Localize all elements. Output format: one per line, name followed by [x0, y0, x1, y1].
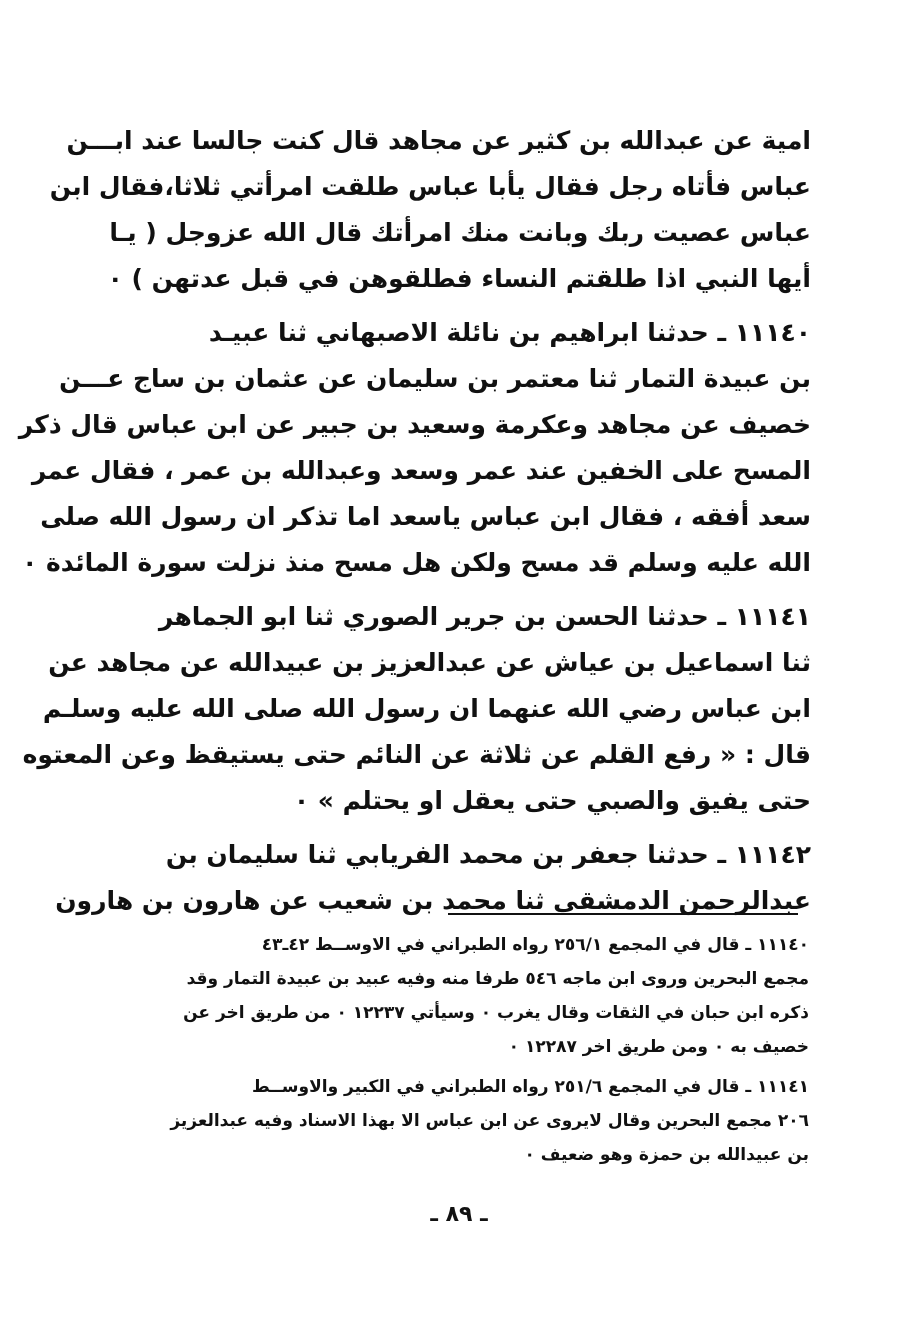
text-line: ابن عباس رضي الله عنهما ان رسول الله صلى الله عليه وسلـم	[42, 694, 811, 723]
hadith-11140	[18, 310, 811, 586]
paragraph-continuation	[49, 118, 811, 302]
text-line: قال : « رفع القلم عن ثلاثة عن النائم حتى يستيقظ وعن المعتوه	[22, 740, 811, 769]
hadith-11142	[55, 832, 811, 924]
text-line: حتى يفيق والصبي حتى يعقل او يحتلم » ٠	[293, 786, 811, 815]
page-number: ـ ٨٩ ـ	[430, 1202, 488, 1227]
footnote-11141	[104, 1070, 809, 1172]
text-line: ١١١٤٢ ـ حدثنا جعفر بن محمد الفريابي ثنا سليمان بن	[165, 840, 811, 869]
text-line: عباس عصيت ربك وبانت منك امرأتك قال الله عزوجل ( يـا	[109, 218, 811, 247]
text-line: امية عن عبدالله بن كثير عن مجاهد قال كنت جالسا عند ابـــن	[66, 126, 811, 155]
text-line: ثنا اسماعيل بن عياش عن عبدالعزيز بن عبيدالله عن مجاهد عن	[48, 648, 811, 677]
text-line: خصيف عن مجاهد وعكرمة وسعيد بن جبير عن ابن عباس قال ذكر	[18, 410, 811, 439]
text-line: ١١١٤١ ـ حدثنا الحسن بن جرير الصوري ثنا ابو الجماهر	[158, 602, 811, 631]
footnote-line: ذكره ابن حبان في الثقات وقال يغرب ٠ وسيأتي ١٢٢٣٧ ٠ من طريق اخر عن	[183, 1003, 809, 1023]
hadith-11141	[22, 594, 811, 824]
text-line: بن عبيدة التمار ثنا معتمر بن سليمان عن عثمان بن ساج عـــن	[59, 364, 811, 393]
footnotes	[104, 928, 809, 1172]
footnote-line: مجمع البحرين وروى ابن ماجه ٥٤٦ طرفا منه وفيه عبيد بن عبيدة التمار وقد	[186, 969, 809, 989]
text-line: أيها النبي اذا طلقتم النساء فطلقوهن في قبل عدتهن ) ٠	[107, 264, 811, 293]
text-line: ١١١٤٠ ـ حدثنا ابراهيم بن نائلة الاصبهاني ثنا عبيـد	[208, 318, 811, 347]
text-line: المسح على الخفين عند عمر وسعد وعبدالله بن عمر ، فقال عمر	[31, 456, 811, 485]
main-text	[18, 118, 811, 924]
footnote-line: ١١١٤١ ـ قال في المجمع ٢٥١/٦ رواه الطبراني في الكبير والاوســط	[251, 1077, 809, 1097]
footnote-line: بن عبيدالله بن حمزة وهو ضعيف ٠	[524, 1145, 809, 1165]
footnote-line: ١١١٤٠ ـ قال في المجمع ٢٥٦/١ رواه الطبراني في الاوســط ٤٢ـ٤٣	[261, 935, 809, 955]
text-line: عباس فأتاه رجل فقال يأبا عباس طلقت امرأتي ثلاثا،فقال ابن	[49, 172, 811, 201]
footnote-11140	[104, 928, 809, 1064]
footnote-separator	[448, 913, 798, 915]
text-line: سعد أفقه ، فقال ابن عباس ياسعد اما تذكر ان رسول الله صلى	[40, 502, 811, 531]
text-line: عبدالرحمن الدمشقي ثنا محمد بن شعيب عن هارون بن هارون	[55, 886, 811, 915]
footnote-line: ٢٠٦ مجمع البحرين وقال لايروى عن ابن عباس الا بهذا الاسناد وفيه عبدالعزيز	[170, 1111, 809, 1131]
footnote-line: خصيف به ٠ ومن طريق اخر ١٢٢٨٧ ٠	[508, 1037, 809, 1057]
text-line: الله عليه وسلم قد مسح ولكن هل مسح منذ نزلت سورة المائدة ٠	[22, 548, 811, 577]
